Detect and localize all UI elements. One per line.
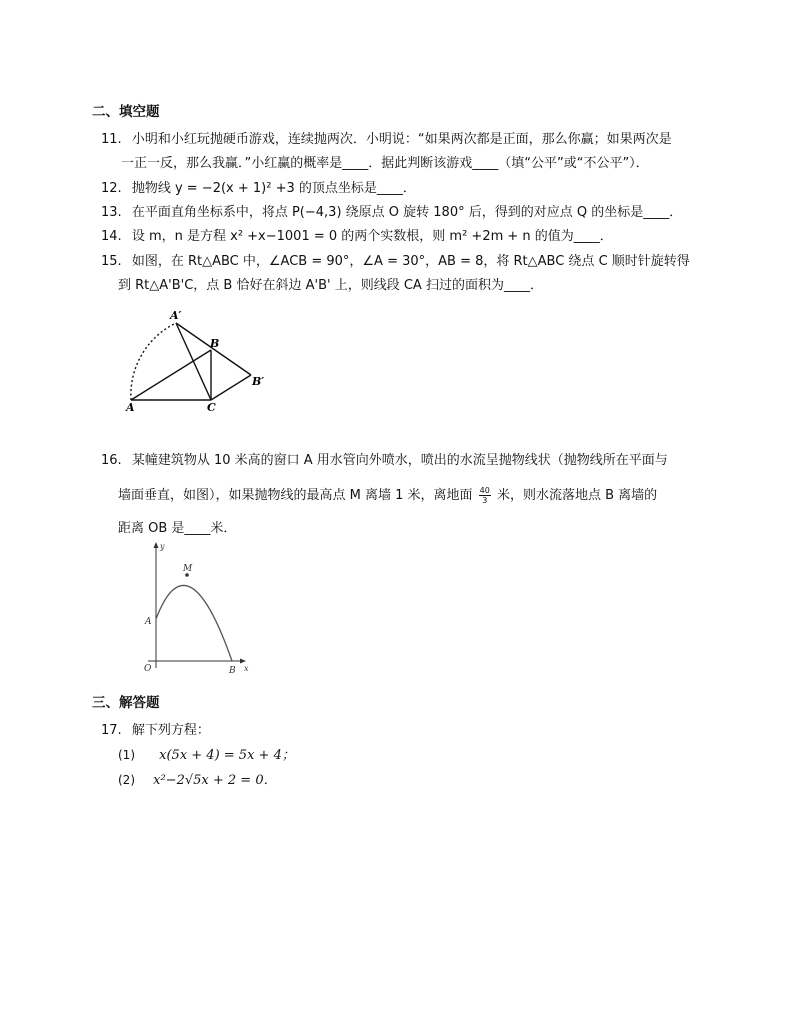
label-y: y [160, 542, 165, 551]
question-12 [101, 180, 416, 198]
label-a-prime: A′ [170, 309, 182, 322]
figure-rotation-triangle [118, 305, 268, 415]
section-2-title: 二、填空题 [92, 104, 160, 120]
question-text: 抛物线 y = −2(x + 1)² +3 的顶点坐标是____． [131, 181, 416, 196]
parabola-curve [156, 585, 232, 661]
question-text: 设 m，n 是方程 x² +x−1001 = 0 的两个实数根，则 m² +2m + n 的值为____． [131, 229, 613, 244]
fraction-40-over-3: $\frac{40}{3}$ [479, 486, 490, 505]
y-axis-arrow [154, 542, 159, 548]
x-axis-arrow [240, 659, 246, 664]
label-o: O [144, 664, 152, 674]
question-number: 15. [101, 254, 122, 269]
section-3-title: 三、解答题 [92, 695, 160, 711]
label-b: B [229, 666, 236, 676]
equation: x²−2√5x + 2 = 0． [153, 773, 277, 788]
question-number: 12. [101, 181, 122, 196]
question-text: 解下列方程： [131, 723, 210, 738]
question-text: 一正一反，那么我赢．”小红赢的概率是____．据此判断该游戏____（填“公平”或“不公平”）． [121, 156, 649, 171]
equation: x(5x + 4) = 5x + 4； [159, 748, 295, 763]
figure-parabola-water [118, 540, 258, 678]
question-number: 13. [101, 205, 122, 220]
question-number: 14. [101, 229, 122, 244]
question-number: 16. [101, 453, 122, 468]
sub-question-2 [118, 771, 277, 790]
sub-label: (1) [118, 748, 135, 762]
question-text: 距离 OB 是____米． [118, 521, 237, 536]
label-b-prime: B′ [252, 375, 265, 388]
question-14 [101, 228, 613, 246]
sub-question-1 [118, 746, 295, 765]
question-text: 到 Rt△A'B'C，点 B 恰好在斜边 A'B' 上，则线段 CA 扫过的面积为____． [118, 278, 543, 293]
sub-label: (2) [118, 773, 135, 787]
question-text: 如图，在 Rt△ABC 中，∠ACB = 90°，∠A = 30°，AB = 8，将 Rt△ABC 绕点 C 顺时针旋转得 [131, 254, 690, 269]
question-text: 某幢建筑物从 10 米高的窗口 A 用水管向外喷水，喷出的水流呈抛物线状（抛物线所在平面与 [131, 453, 668, 468]
label-m: M [183, 564, 193, 574]
label-a: A [126, 401, 135, 414]
label-x: x [244, 664, 249, 673]
question-number: 11. [101, 132, 122, 147]
question-text: 墙面垂直，如图），如果抛物线的最高点 M 离墙 1 米，离地面 $\frac{40}{3}$ 米，则水流落地点 B 离墙的 [118, 486, 658, 505]
label-a: A [145, 617, 152, 627]
label-b: B [210, 337, 220, 350]
question-text: 在平面直角坐标系中，将点 P(−4,3) 绕原点 O 旋转 180° 后，得到的对应点 Q 的坐标是____． [131, 205, 683, 220]
segment-b1c [211, 375, 251, 400]
label-c: C [207, 401, 216, 414]
question-number: 17. [101, 723, 122, 738]
question-13 [101, 204, 682, 222]
arc-swept-path [131, 323, 176, 400]
question-text: 小明和小红玩抛硬币游戏，连续抛两次．小明说：“如果两次都是正面，那么你赢；如果两次是 [131, 132, 672, 147]
